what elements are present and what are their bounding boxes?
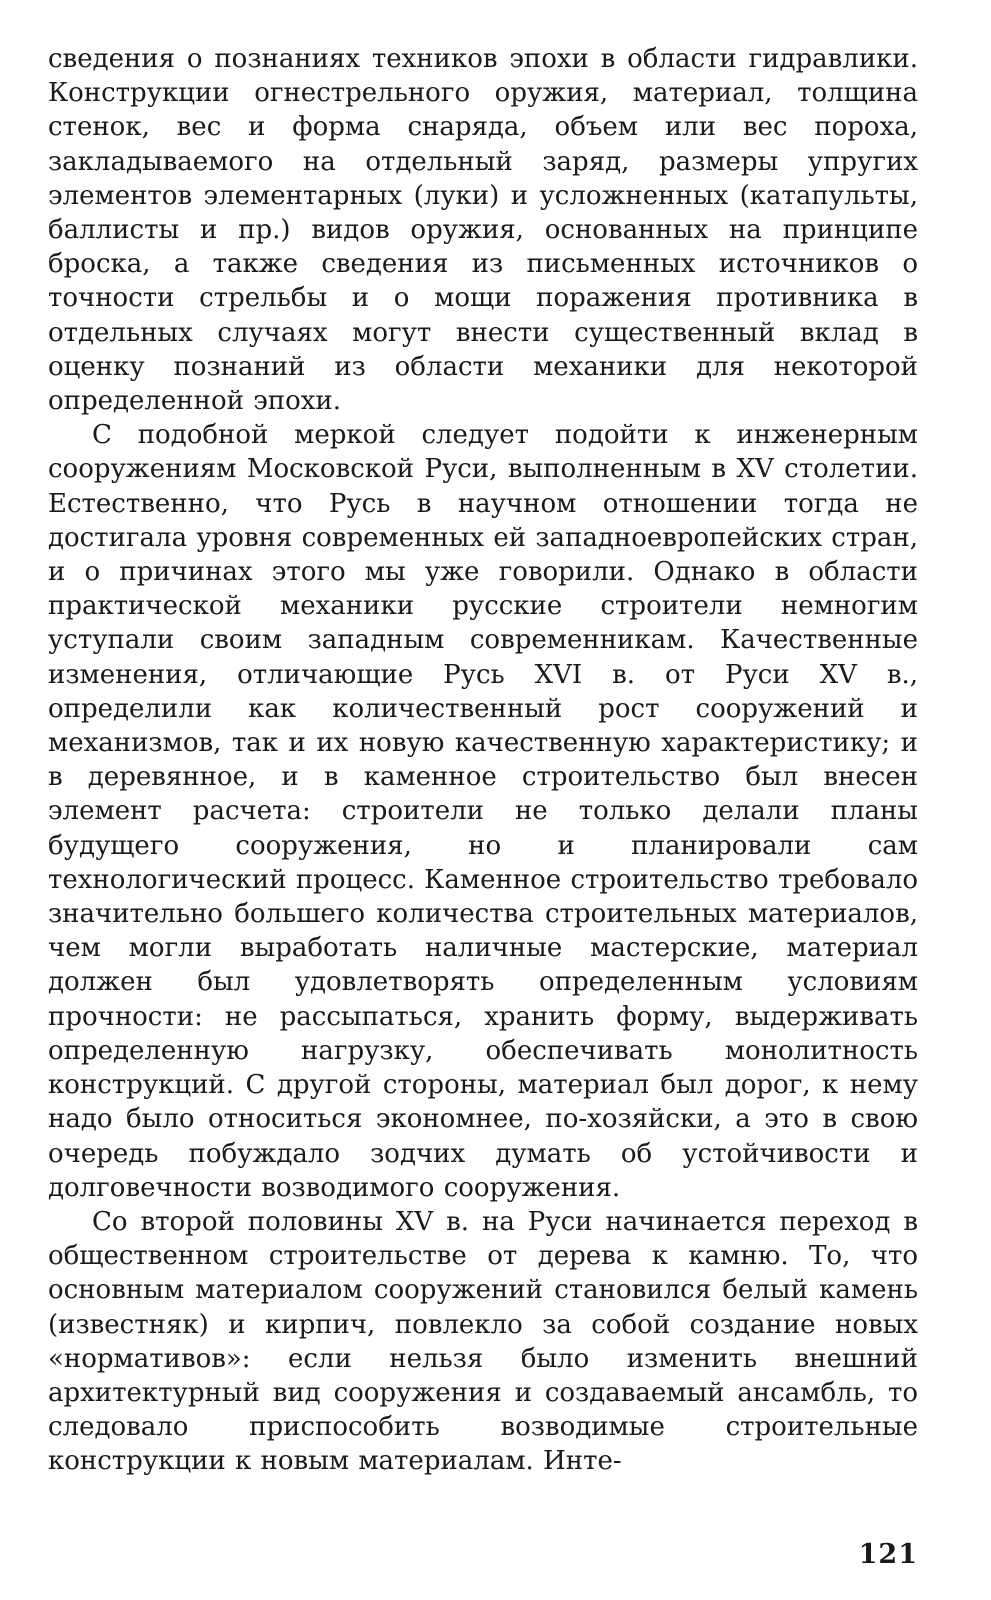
page-number: 121 <box>858 1539 918 1570</box>
paragraph-continuation: сведения о познаниях техников эпохи в области гидравлики. Конструкции огнестрельного оружия, материал, толщина стенок, вес и форма снаряда, объем или вес пороха, закладываемого на отдельный заряд, размеры упругих элементов элементарных (луки) и усложненных (катапульты, баллисты и пр.) видов оружия, основанных на принципе броска, а также сведения из письменных источников о точности стрельбы и о мощи поражения противника в отдельных случаях могут внести существенный вклад в оценку познаний из области механики для некоторой определенной эпохи. <box>48 44 918 417</box>
page-text-body <box>48 42 918 1479</box>
paragraph-stone-transition: Со второй половины XV в. на Руси начинается переход в общественном строительстве от дерева к камню. То, что основным материалом сооружений становился белый камень (известняк) и кирпич, повлекло за собой создание новых «нормативов»: если нельзя было изменить внешний архитектурный вид сооружения и создаваемый ансамбль, то следовало приспособить возводимые строительные конструкции к новым материалам. Инте- <box>48 1206 918 1477</box>
paragraph-engineering-structures: С подобной меркой следует подойти к инженерным сооружениям Московской Руси, выполненным в XV столетии. Естественно, что Русь в научном отношении тогда не достигала уровня современных ей западноевропейских стран, и о причинах этого мы уже говорили. Однако в области практической механики русские строители немногим уступали своим западным современникам. Качественные изменения, отличающие Русь XVI в. от Руси XV в., определили как количественный рост сооружений и механизмов, так и их новую качественную характеристику; и в деревянное, и в каменное строительство был внесен элемент расчета: строители не только делали планы будущего сооружения, но и планировали сам технологический процесс. Каменное строительство требовало значительно большего количества строительных материалов, чем могли выработать наличные мастерские, материал должен был удовлетворять определенным условиям прочности: не рассыпаться, хранить форму, выдерживать определенную нагрузку, обеспечивать монолитность конструкций. С другой стороны, материал был дорог, к нему надо было относиться экономнее, по-хозяйски, а это в свою очередь побуждало зодчих думать об устойчивости и долговечности возводимого сооружения. <box>48 420 918 1203</box>
